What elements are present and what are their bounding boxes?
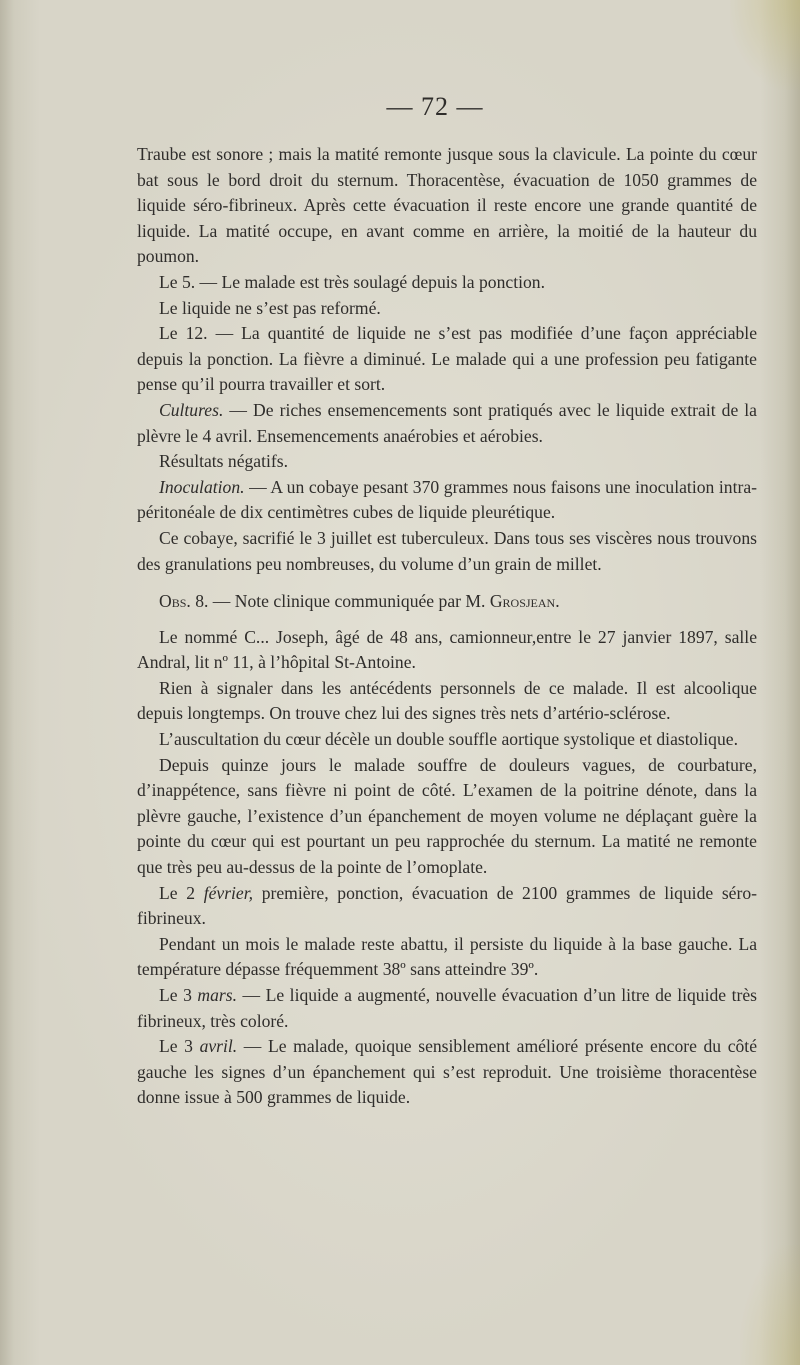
paragraph xyxy=(137,475,757,526)
date-prefix: Le 3 xyxy=(159,985,198,1005)
date-label: février, xyxy=(203,882,254,903)
paragraph: Résultats négatifs. xyxy=(159,451,288,472)
date-prefix: Le 2 xyxy=(159,882,204,903)
paragraph xyxy=(137,983,757,1034)
date-prefix: Le 3 xyxy=(159,1036,200,1057)
paper-stain xyxy=(730,0,800,90)
paragraph: Traube est sonore ; mais la matité remonte jusque sous la clavicule. La pointe du cœur bat sous le bord droit du sternum. Thoracentèse, évacuation de 1050 grammes de liquide séro-fibrineux. Après cette évacuation il reste encore une grande quantité de liquide. La matité occupe, en avant comme en arrière, la moitié de la hauteur du poumon. xyxy=(137,144,757,267)
date-label: mars. xyxy=(197,985,237,1005)
paragraph: Le 12. — La quantité de liquide ne s’est pas modifiée d’une façon appréciable depuis la ponction. La fièvre a diminué. Le malade qui a une profession peu fatigante pense qu’il pourra travailler et sort. xyxy=(137,323,757,395)
paragraph: Pendant un mois le malade reste abattu, il persiste du liquide à la base gauche. La température dépasse fréquemment 38º sans atteindre 39º. xyxy=(137,933,757,980)
paragraph: Rien à signaler dans les antécédents personnels de ce malade. Il est alcoolique depuis longtemps. On trouve chez lui des signes très nets d’artério-sclérose. xyxy=(137,677,757,724)
paragraph: L’auscultation du cœur décèle un double souffle aortique systolique et diastolique. xyxy=(159,729,738,750)
paragraph xyxy=(137,881,757,932)
obs-author: Grosjean xyxy=(489,591,556,612)
paragraph-text: — A un cobaye pesant 370 grammes nous faisons une inoculation intra-péritonéale de dix centimètres cubes de liquide pleurétique. xyxy=(137,476,757,523)
paragraph xyxy=(137,398,757,449)
date-label: avril. xyxy=(199,1036,238,1057)
paragraph: Le liquide ne s’est pas reformé. xyxy=(159,297,381,318)
paragraph: Depuis quinze jours le malade souffre de douleurs vagues, de courbature, d’inappétence, sans fièvre ni point de côté. L’examen de la poitrine dénote, dans la plèvre gauche, l’existence d’un épanchement de moyen volume ne déplaçant guère la pointe du cœur qui est pourtant un peu rapprochée du sternum. La matité ne remonte que très peu au-dessus de la pointe de l’omoplate. xyxy=(137,754,757,878)
paragraph: Le 5. — Le malade est très soulagé depuis la ponction. xyxy=(159,271,545,292)
obs-text: 8. — Note clinique communiquée par M. xyxy=(190,591,490,612)
section-label-inoculation: Inoculation. xyxy=(159,476,245,497)
body-text xyxy=(137,142,757,1111)
paragraph-text: — De riches ensemencements sont pratiqués avec le liquide extrait de la plèvre le 4 avril. Ensemencements anaérobies et aérobies. xyxy=(137,399,757,446)
paragraph-text: — Le liquide a augmenté, nouvelle évacuation d’un litre de liquide très fibrineux, très coloré. xyxy=(137,985,757,1031)
paragraph-text: première, ponction, évacuation de 2100 grammes de liquide séro-fibrineux. xyxy=(137,882,758,929)
obs-end: . xyxy=(555,591,560,612)
section-label-cultures: Cultures. xyxy=(159,399,224,420)
paragraph: Le nommé C... Joseph, âgé de 48 ans, camionneur,entre le 27 janvier 1897, salle Andral, lit nº 11, à l’hôpital St-Antoine. xyxy=(137,626,757,673)
paragraph xyxy=(137,1034,757,1111)
page-number: — 72 — xyxy=(386,92,484,121)
paragraph: Ce cobaye, sacrifié le 3 juillet est tuberculeux. Dans tous ses viscères nous trouvons des granulations peu nombreuses, du volume d’un grain de millet. xyxy=(137,527,757,574)
paragraph-text: — Le malade, quoique sensiblement amélioré présente encore du côté gauche les signes d’un épanchement qui s’est reproduit. Une troisième thoracentèse donne issue à 500 grammes de liquide. xyxy=(137,1036,758,1108)
paper-stain xyxy=(740,1245,800,1365)
obs-label: Obs. xyxy=(159,591,191,612)
observation-heading xyxy=(137,589,757,615)
